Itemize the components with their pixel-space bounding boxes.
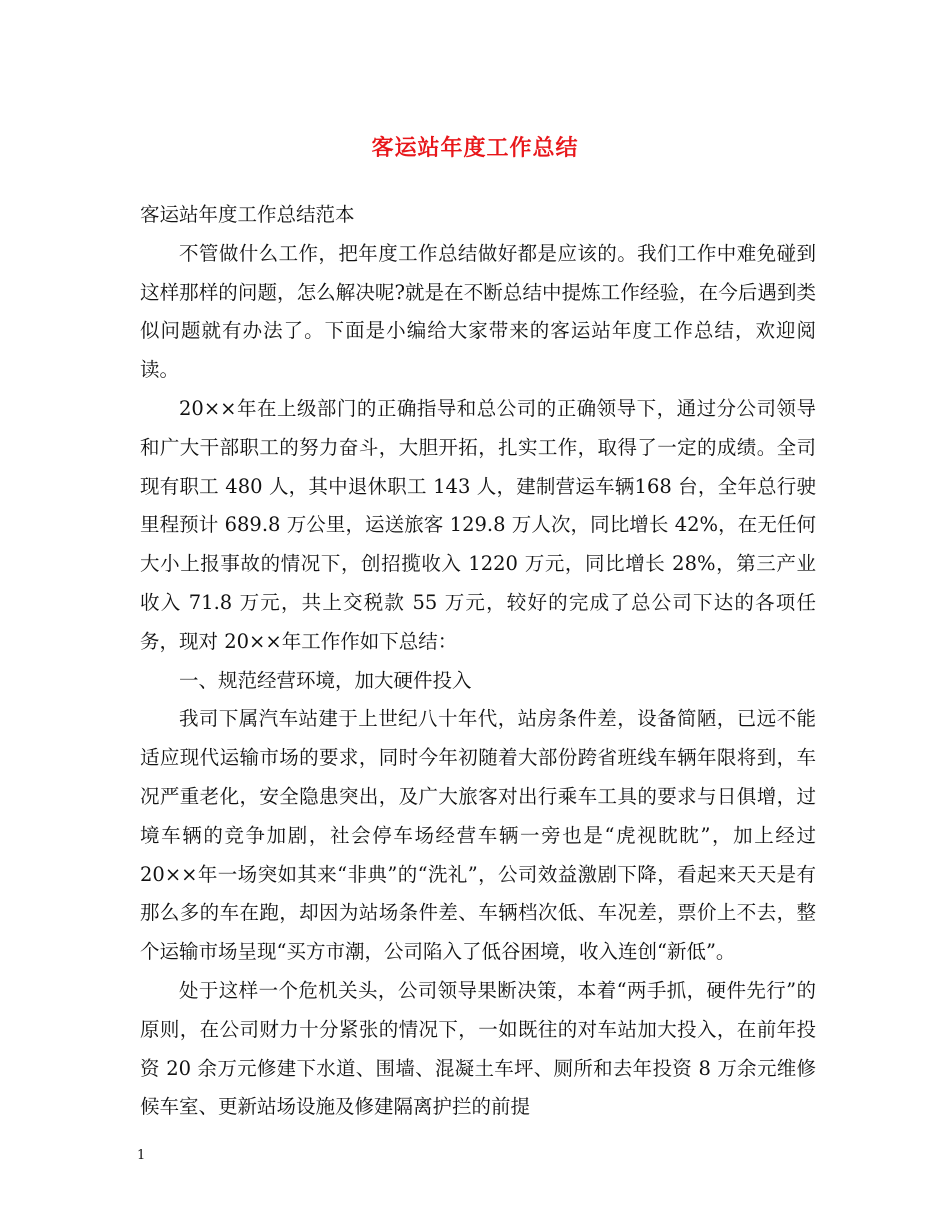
document-title: 客运站年度工作总结: [371, 135, 579, 161]
paragraph-background: 我司下属汽车站建于上世纪八十年代，站房条件差，设备简陋，已远不能适应现代运输市场的要求，同时今年初随着大部份跨省班线车辆年限将到，车况严重老化，安全隐患突出，及广大旅客对出行乘车工具的要求与日俱增，过境车辆的竞争加剧，社会停车场经营车辆一旁也是“虎视眈眈”，加上经过 20××年一场突如其来“非典”的“洗礼”，公司效益激剧下降，看起来天天是有那么多的车在跑，却因为站场条件差、车辆档次低、车况差，票价上不去，整个运输市场呈现“买方市潮，公司陷入了低谷困境，收入连创“新低”。: [140, 707, 816, 964]
document-body: [140, 196, 816, 1127]
document-subtitle: 客运站年度工作总结范本: [140, 203, 355, 226]
paragraph-investment: 处于这样一个危机关头，公司领导果断决策，本着“两手抓，硬件先行”的原则，在公司财力十分紧张的情况下，一如既往的对车站加大投入，在前年投资 20 余万元修建下水道、围墙、混凝土车坪、厕所和去年投资 8 万余元维修候车室、更新站场设施及修建隔离护拦的前提: [140, 978, 816, 1119]
paragraph-intro: 不管做什么工作，把年度工作总结做好都是应该的。我们工作中难免碰到这样那样的问题，怎么解决呢?就是在不断总结中提炼工作经验，在今后遇到类似问题就有办法了。下面是小编给大家带来的客运站年度工作总结，欢迎阅读。: [140, 241, 816, 382]
paragraph-summary: 20××年在上级部门的正确指导和总公司的正确领导下，通过分公司领导和广大干部职工的努力奋斗，大胆开拓，扎实工作，取得了一定的成绩。全司现有职工 480 人，其中退休职工 143 人，建制营运车辆168 台，全年总行驶里程预计 689.8 万公里，运送旅客 129.8 万人次，同比增长 42%，在无任何大小上报事故的情况下，创招揽收入 1220 万元，同比增长 28%，第三产业收入 71.8 万元，共上交税款 55 万元，较好的完成了总公司下达的各项任务，现对 20××年工作作如下总结：: [140, 396, 816, 653]
section-heading-1: 一、规范经营环境，加大硬件投入: [179, 668, 472, 692]
page-number: 1: [137, 1148, 146, 1163]
